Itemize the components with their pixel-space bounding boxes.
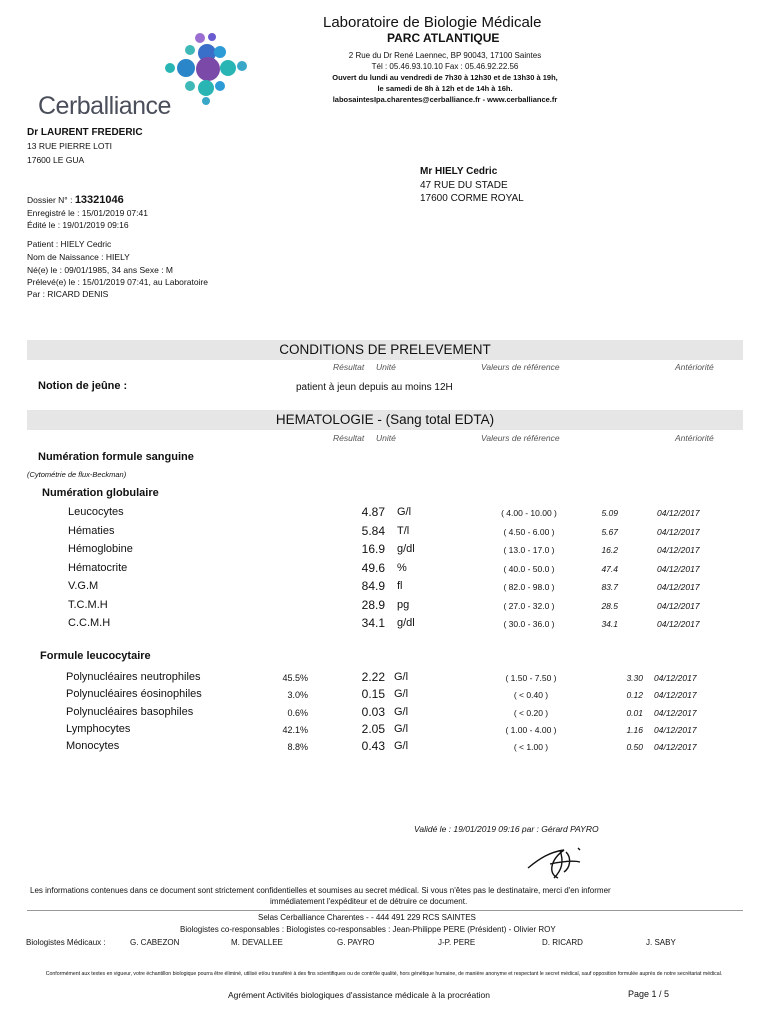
test-name: V.G.M	[68, 580, 99, 592]
test-unit: G/l	[394, 671, 409, 683]
dossier-label: Dossier N° :	[27, 195, 73, 205]
agrement: Agrément Activités biologiques d'assistance médicale à la procréation	[228, 990, 490, 1000]
test-unit: pg	[397, 598, 410, 611]
lab-contact: labosaintesIpa.charentes@cerballiance.fr - www.cerballiance.fr	[332, 95, 558, 104]
test-prev-date: 04/12/2017	[657, 619, 700, 629]
birth-name: Nom de Naissance : HIELY	[27, 252, 130, 262]
recipient-street: 47 RUE DU STADE	[420, 180, 508, 191]
signature-icon	[520, 838, 600, 883]
biologist-name: J-P. PERE	[438, 938, 476, 947]
hemato-title: HEMATOLOGIE - (Sang total EDTA)	[275, 412, 495, 427]
lab-site: PARC ATLANTIQUE	[387, 31, 500, 45]
lab-phone: Tél : 05.46.93.10.10 Fax : 05.46.92.22.56	[371, 62, 519, 71]
globular-title: Numération globulaire	[42, 487, 159, 499]
test-name: Lymphocytes	[66, 722, 131, 735]
test-name: Polynucléaires basophiles	[66, 705, 194, 718]
recipient-city: 17600 CORME ROYAL	[420, 193, 524, 204]
col-result: Résultat	[333, 433, 365, 443]
test-value: 2.05	[361, 721, 385, 736]
test-prev: 5.67	[601, 526, 618, 537]
test-unit: G/l	[394, 705, 409, 718]
confidential-1: Les informations contenues dans ce document sont strictement confidentielles et soumises au secret médical. Si vous n'êtes pas le destinataire, merci d'en informer	[30, 886, 611, 895]
test-ref: ( 13.0 - 17.0 )	[503, 545, 555, 555]
test-name: Hémoglobine	[68, 543, 133, 555]
test-unit: G/l	[394, 722, 409, 735]
dossier-number: 13321046	[74, 194, 124, 206]
lab-info	[305, 50, 585, 105]
test-value: 16.9	[361, 542, 385, 556]
coresponsables-line: Biologistes co-responsables : Biologistes co-responsables : Jean-Philippe PERE (Président) - Olivier ROY	[180, 925, 556, 934]
sample-date: Prélevé(e) le : 15/01/2019 07:41, au Laboratoire	[27, 277, 208, 287]
test-prev-date: 04/12/2017	[654, 707, 697, 718]
biologist-name: G. CABEZON	[130, 938, 180, 947]
biologist-name: D. RICARD	[542, 938, 583, 947]
test-unit: G/l	[397, 506, 412, 518]
test-percent: 3.0%	[287, 690, 308, 701]
footer-divider	[27, 910, 743, 911]
col-prev: Antériorité	[675, 362, 714, 372]
test-unit: T/l	[397, 524, 410, 537]
biologist-name: G. PAYRO	[337, 938, 375, 947]
test-percent: 8.8%	[287, 742, 308, 753]
test-value: 0.43	[361, 739, 385, 754]
lab-hours-2: le samedi de 8h à 12h et de 14h à 16h.	[377, 84, 513, 93]
test-name: T.C.M.H	[68, 598, 108, 611]
test-prev: 0.01	[626, 707, 643, 718]
test-name: Polynucléaires éosinophiles	[66, 688, 202, 701]
test-ref: ( 1.00 - 4.00 )	[505, 724, 557, 735]
test-value: 2.22	[361, 670, 385, 684]
conditions-title: CONDITIONS DE PRELEVEMENT	[279, 342, 491, 357]
test-unit: fl	[397, 580, 403, 592]
patient-line: Patient : HIELY Cedric	[27, 239, 112, 249]
nfs-method: (Cytométrie de flux-Beckman)	[27, 470, 127, 479]
nfs-title: Numération formule sanguine	[38, 451, 194, 463]
test-prev: 28.5	[601, 600, 618, 611]
test-prev-date: 04/12/2017	[657, 563, 700, 574]
test-prev-date: 04/12/2017	[657, 526, 700, 537]
test-ref: ( 40.0 - 50.0 )	[503, 563, 555, 574]
test-ref: ( 1.50 - 7.50 )	[505, 673, 557, 683]
test-value: 49.6	[361, 560, 385, 575]
test-name: Hématocrite	[68, 561, 128, 574]
test-unit: G/l	[394, 740, 409, 753]
test-prev: 83.7	[601, 582, 618, 592]
test-unit: G/l	[394, 688, 409, 701]
test-ref: ( 82.0 - 98.0 )	[503, 582, 555, 592]
test-prev: 1.16	[626, 724, 643, 735]
test-unit: g/dl	[397, 543, 415, 555]
legal-notice: Conformément aux textes en vigueur, votre échantillon biologique pourra être éliminé, utilisé et/ou transféré à des fins scientifiques ou de contrôle qualité, hors génétique humaine, de manière anonyme et respectant le secret médical, sauf opposition formulée auprès de notre secrétariat médical.	[45, 971, 723, 977]
medical-label: Biologistes Médicaux :	[26, 938, 106, 947]
test-prev-date: 04/12/2017	[654, 724, 697, 735]
test-value: 0.03	[361, 704, 385, 719]
dossier-line	[27, 194, 124, 206]
test-prev-date: 04/12/2017	[657, 508, 700, 518]
test-prev-date: 04/12/2017	[657, 545, 700, 555]
lab-name: Laboratoire de Biologie Médicale	[323, 14, 542, 31]
cerballiance-logo-icon	[160, 28, 250, 108]
test-prev: 16.2	[601, 545, 618, 555]
leuco-title: Formule leucocytaire	[40, 650, 151, 662]
test-percent: 0.6%	[287, 707, 308, 718]
col-ref: Valeurs de référence	[481, 433, 560, 443]
col-unit: Unité	[376, 433, 396, 443]
test-percent: 45.5%	[282, 673, 308, 683]
test-ref: ( < 0.40 )	[513, 690, 549, 701]
test-ref: ( 4.00 - 10.00 )	[501, 508, 557, 518]
test-value: 5.84	[361, 523, 385, 538]
test-unit: g/dl	[397, 617, 415, 629]
test-value: 0.15	[361, 687, 385, 702]
col-result: Résultat	[333, 362, 365, 372]
col-unit: Unité	[376, 362, 396, 372]
doctor-name: Dr LAURENT FREDERIC	[27, 127, 143, 138]
test-prev-date: 04/12/2017	[654, 673, 697, 683]
col-prev: Antériorité	[675, 433, 714, 443]
test-prev-date: 04/12/2017	[654, 742, 697, 753]
test-prev: 34.1	[601, 619, 618, 629]
test-prev: 3.30	[626, 673, 643, 683]
test-unit: %	[397, 561, 407, 574]
page-number: Page 1 / 5	[628, 989, 670, 999]
test-ref: ( 30.0 - 36.0 )	[503, 619, 555, 629]
biologist-name: J. SABY	[646, 938, 676, 947]
test-name: Monocytes	[66, 740, 120, 753]
fasting-value: patient à jeun depuis au moins 12H	[296, 382, 453, 393]
recipient-name: Mr HIELY Cedric	[420, 166, 498, 177]
brand-name: Cerballiance	[38, 92, 171, 120]
test-value: 28.9	[361, 597, 385, 612]
test-ref: ( < 1.00 )	[513, 742, 549, 753]
sampled-by: Par : RICARD DENIS	[27, 289, 109, 299]
test-prev-date: 04/12/2017	[657, 582, 700, 592]
test-value: 34.1	[361, 616, 385, 630]
registered-date: Enregistré le : 15/01/2019 07:41	[27, 208, 148, 218]
test-ref: ( 4.50 - 6.00 )	[503, 526, 555, 537]
test-value: 84.9	[361, 579, 385, 593]
col-ref: Valeurs de référence	[481, 362, 560, 372]
test-name: Leucocytes	[68, 506, 124, 518]
lab-address: 2 Rue du Dr René Laennec, BP 90043, 17100 Saintes	[348, 51, 542, 60]
test-ref: ( < 0.20 )	[513, 707, 549, 718]
test-name: C.C.M.H	[68, 617, 111, 629]
lab-hours-1: Ouvert du lundi au vendredi de 7h30 à 12h30 et de 13h30 à 19h,	[332, 73, 558, 82]
test-value: 4.87	[361, 505, 385, 519]
test-prev: 47.4	[601, 563, 618, 574]
doctor-street: 13 RUE PIERRE LOTI	[27, 141, 113, 151]
validation-line: Validé le : 19/01/2019 09:16 par : Gérard PAYRO	[414, 824, 599, 834]
test-prev: 0.12	[626, 690, 643, 701]
fasting-label: Notion de jeûne :	[38, 380, 128, 392]
test-prev: 0.50	[626, 742, 643, 753]
confidential-2: immédiatement l'expéditeur et de détruire ce document.	[270, 897, 468, 906]
test-prev: 5.09	[601, 508, 618, 518]
test-ref: ( 27.0 - 32.0 )	[503, 600, 555, 611]
company-line: Selas Cerballiance Charentes - - 444 491 229 RCS SAINTES	[258, 913, 476, 922]
test-name: Hématies	[68, 524, 115, 537]
test-percent: 42.1%	[282, 724, 308, 735]
birth-date: Né(e) le : 09/01/1985, 34 ans Sexe : M	[27, 265, 174, 275]
doctor-city: 17600 LE GUA	[27, 155, 85, 165]
biologist-name: M. DEVALLEE	[231, 938, 283, 947]
test-prev-date: 04/12/2017	[654, 690, 697, 701]
edited-date: Édité le : 19/01/2019 09:16	[27, 220, 129, 230]
test-prev-date: 04/12/2017	[657, 600, 700, 611]
test-name: Polynucléaires neutrophiles	[66, 671, 201, 683]
